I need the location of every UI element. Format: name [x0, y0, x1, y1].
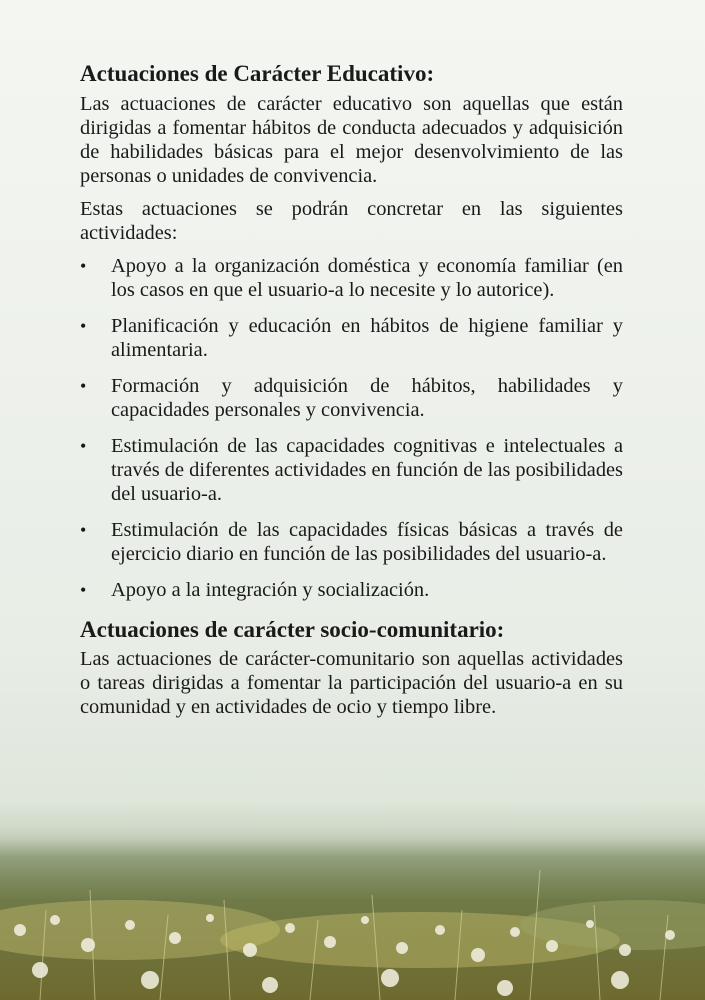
list-item: • Apoyo a la organización doméstica y economía familiar (en los casos en que el usuario-a lo necesite y lo autorice). — [80, 254, 623, 301]
bullet-icon: • — [80, 375, 87, 396]
meadow-background-image — [0, 820, 705, 1000]
list-item: • Estimulación de las capacidades cognitivas e intelectuales a través de diferentes actividades en función de las posibilidades del usuario-a. — [80, 434, 623, 505]
list-item: • Formación y adquisición de hábitos, habilidades y capacidades personales y convivencia. — [80, 374, 623, 421]
bullet-icon: • — [80, 435, 87, 456]
section-heading-educativo: Actuaciones de Carácter Educativo: — [80, 61, 435, 86]
activities-list — [80, 254, 623, 602]
paragraph: Las actuaciones de carácter educativo son aquellas que están dirigidas a fomentar hábitos de conducta adecuados y adquisición de habilidades básicas para el mejor desenvolvimiento de las personas o unidades de convivencia. — [80, 92, 623, 187]
paragraph: Estas actuaciones se podrán concretar en las siguientes actividades: — [80, 197, 623, 244]
list-item: • Planificación y educación en hábitos de higiene familiar y alimentaria. — [80, 314, 623, 361]
bullet-icon: • — [80, 255, 87, 276]
bullet-icon: • — [80, 519, 87, 540]
paragraph: Las actuaciones de carácter-comunitario son aquellas actividades o tareas dirigidas a fomentar la participación del usuario-a en su comunidad y en actividades de ocio y tiempo libre. — [80, 648, 623, 719]
bullet-icon: • — [80, 315, 87, 336]
list-item: • Apoyo a la integración y socialización. — [80, 578, 430, 601]
bullet-icon: • — [80, 579, 87, 600]
list-item: • Estimulación de las capacidades físicas básicas a través de ejercicio diario en función de las posibilidades del usuario-a. — [80, 518, 623, 565]
section-heading-socio-comunitario: Actuaciones de carácter socio-comunitario: — [80, 616, 505, 642]
document-body — [80, 60, 623, 728]
